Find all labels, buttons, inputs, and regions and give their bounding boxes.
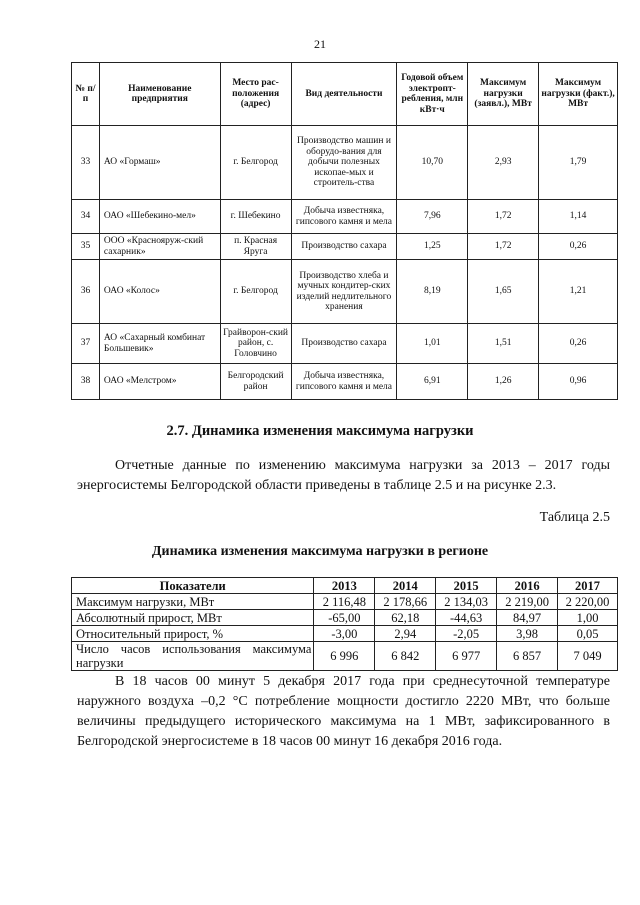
table-row	[72, 610, 618, 626]
row-max-declared: 1,26	[468, 364, 539, 400]
row-num: 35	[72, 234, 100, 260]
row-num: 36	[72, 260, 100, 324]
header-year: 2013	[314, 578, 375, 594]
row-max-actual: 1,14	[539, 200, 618, 234]
row-max-declared: 1,65	[468, 260, 539, 324]
row-max-actual: 0,96	[539, 364, 618, 400]
header-year: 2016	[497, 578, 558, 594]
row-value: 2 178,66	[375, 594, 436, 610]
row-value: 2 116,48	[314, 594, 375, 610]
header-max-declared: Максимум нагрузки (заявл.), МВт	[468, 63, 539, 126]
row-name: АО «Сахарный комбинат Большевик»	[99, 324, 220, 364]
header-max-actual: Максимум нагрузки (факт.), МВт	[539, 63, 618, 126]
row-value: 2 134,03	[436, 594, 497, 610]
row-location: Грайворон-ский район, с. Головчино	[220, 324, 291, 364]
row-value: 6 857	[497, 642, 558, 671]
row-num: 37	[72, 324, 100, 364]
row-name: ОАО «Шебекино-мел»	[99, 200, 220, 234]
row-value: -2,05	[436, 626, 497, 642]
enterprise-table	[71, 62, 618, 400]
row-num: 34	[72, 200, 100, 234]
table-row	[72, 200, 618, 234]
row-location: г. Белгород	[220, 260, 291, 324]
header-year: 2015	[436, 578, 497, 594]
row-value: 7 049	[558, 642, 618, 671]
row-value: -65,00	[314, 610, 375, 626]
event-paragraph: В 18 часов 00 минут 5 декабря 2017 года при среднесуточной температуре наружного воздуха –0,2 °С потребление мощности достигло 2220 МВт, что больше величины предыдущего исторического максимума на 1 МВт, зафиксированного в Белгородской энергосистеме в 18 часов 00 минут 16 декабря 2016 года.	[77, 674, 610, 749]
row-label: Число часов использования максимума нагрузки	[72, 642, 314, 671]
row-location: г. Белгород	[220, 126, 291, 200]
dynamics-table	[71, 577, 618, 671]
row-consumption: 7,96	[397, 200, 468, 234]
row-value: 0,05	[558, 626, 618, 642]
row-value: -44,63	[436, 610, 497, 626]
row-name: ООО «Краснояруж-ский сахарник»	[99, 234, 220, 260]
row-consumption: 8,19	[397, 260, 468, 324]
table-row	[72, 234, 618, 260]
header-activity: Вид деятельности	[291, 63, 397, 126]
table-row	[72, 126, 618, 200]
row-num: 33	[72, 126, 100, 200]
row-value: 6 842	[375, 642, 436, 671]
row-value: 84,97	[497, 610, 558, 626]
page-number: 21	[314, 37, 326, 51]
row-name: ОАО «Мелстром»	[99, 364, 220, 400]
table-row	[72, 324, 618, 364]
row-activity: Производство сахара	[291, 234, 397, 260]
row-activity: Производство хлеба и мучных кондитер-ских изделий недлительного хранения	[291, 260, 397, 324]
intro-paragraph: Отчетные данные по изменению максимума нагрузки за 2013 – 2017 годы энергосистемы Белгородской области приведены в таблице 2.5 и на рисунке 2.3.	[77, 458, 610, 493]
row-activity: Добыча известняка, гипсового камня и мела	[291, 200, 397, 234]
row-consumption: 1,01	[397, 324, 468, 364]
row-max-actual: 1,79	[539, 126, 618, 200]
header-year: 2014	[375, 578, 436, 594]
header-indicator: Показатели	[72, 578, 314, 594]
table-row	[72, 594, 618, 610]
table-row	[72, 642, 618, 671]
row-max-declared: 1,72	[468, 234, 539, 260]
header-num: № п/п	[72, 63, 100, 126]
row-value: 6 996	[314, 642, 375, 671]
row-value: 3,98	[497, 626, 558, 642]
row-activity: Производство сахара	[291, 324, 397, 364]
row-num: 38	[72, 364, 100, 400]
row-consumption: 10,70	[397, 126, 468, 200]
header-location: Место рас-положения (адрес)	[220, 63, 291, 126]
table-row	[72, 626, 618, 642]
table-row	[72, 260, 618, 324]
row-max-declared: 2,93	[468, 126, 539, 200]
row-consumption: 1,25	[397, 234, 468, 260]
row-activity: Добыча известняка, гипсового камня и мела	[291, 364, 397, 400]
row-consumption: 6,91	[397, 364, 468, 400]
header-year: 2017	[558, 578, 618, 594]
row-value: 2,94	[375, 626, 436, 642]
row-name: АО «Гормаш»	[99, 126, 220, 200]
table-row	[72, 364, 618, 400]
row-max-declared: 1,51	[468, 324, 539, 364]
row-label: Максимум нагрузки, МВт	[72, 594, 314, 610]
row-location: г. Шебекино	[220, 200, 291, 234]
header-consumption: Годовой объем электропт-ребления, млн кВт·ч	[397, 63, 468, 126]
row-max-actual: 1,21	[539, 260, 618, 324]
row-max-actual: 0,26	[539, 324, 618, 364]
enterprise-table-header	[72, 63, 618, 126]
header-name: Наименование предприятия	[99, 63, 220, 126]
row-name: ОАО «Колос»	[99, 260, 220, 324]
row-label: Абсолютный прирост, МВт	[72, 610, 314, 626]
row-max-actual: 0,26	[539, 234, 618, 260]
row-value: 2 219,00	[497, 594, 558, 610]
row-location: п. Красная Яруга	[220, 234, 291, 260]
row-value: 62,18	[375, 610, 436, 626]
table-title: Динамика изменения максимума нагрузки в регионе	[151, 544, 489, 559]
row-label: Относительный прирост, %	[72, 626, 314, 642]
row-value: 6 977	[436, 642, 497, 671]
section-heading: 2.7. Динамика изменения максимума нагрузки	[166, 423, 474, 439]
dynamics-table-header	[72, 578, 618, 594]
table-caption: Таблица 2.5	[539, 510, 610, 525]
row-location: Белгородский район	[220, 364, 291, 400]
row-value: 2 220,00	[558, 594, 618, 610]
row-max-declared: 1,72	[468, 200, 539, 234]
row-value: -3,00	[314, 626, 375, 642]
row-value: 1,00	[558, 610, 618, 626]
row-activity: Производство машин и оборудо-вания для добычи полезных ископае-мых и строитель-ства	[291, 126, 397, 200]
